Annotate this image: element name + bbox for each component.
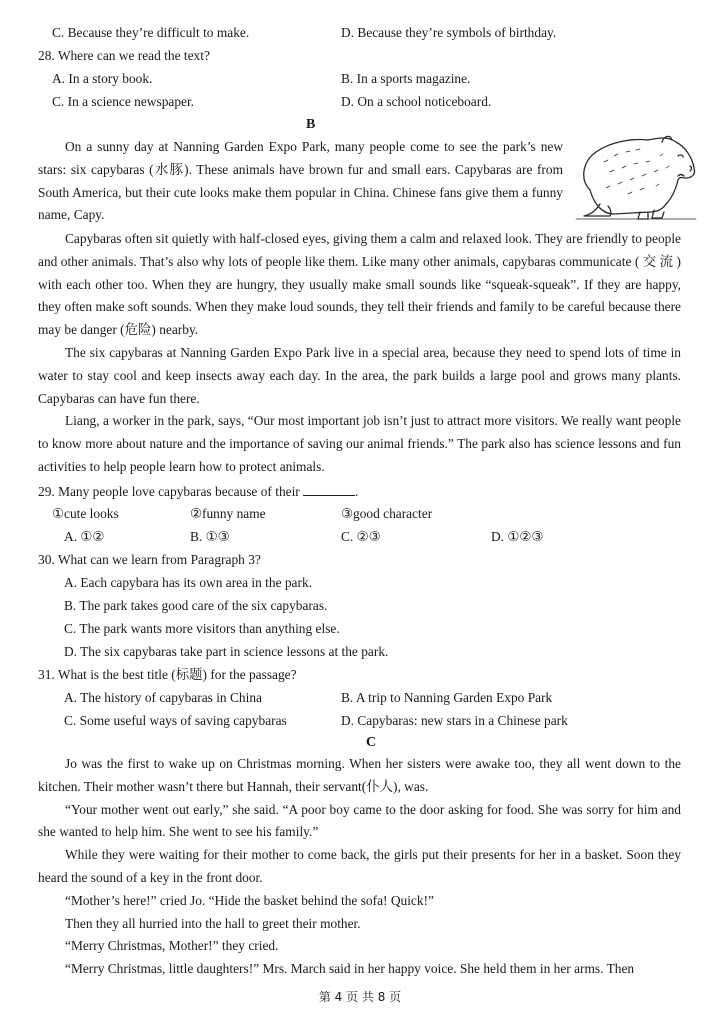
q29-stem-end: . <box>355 484 359 499</box>
q31-stem: 31. What is the best title (标题) for the passage? <box>38 667 297 682</box>
passage-b-p2: Capybaras often sit quietly with half-closed eyes, giving them a calm and relaxed look. They are friendly to people and other animals. That’s also why lots of people like them. Like many other animals, capybaras communicate ( 交 流 ) with each other too. When they are hungry, they usually make small sounds like “squeak-squeak”. If they are happy, they often make soft sounds. When they make loud sounds, they tell their friends and family to be careful because there may be danger (危险) nearby. <box>38 231 681 338</box>
q29-option-b: B. ①③ <box>190 529 230 544</box>
passage-b-p4: Liang, a worker in the park, says, “Our most important job isn’t just to attract more visitors. We really want people to know more about nature and the importance of saving our animal friends.” The park also has science lessons and fun activities to help people learn how to protect animals. <box>38 413 681 474</box>
passage-c-p6: “Merry Christmas, Mother!” they cried. <box>65 938 279 954</box>
q27-option-d: D. Because they’re symbols of birthday. <box>341 25 557 40</box>
passage-b-p1-text: On a sunny day at Nanning Garden Expo Park, many people come to see the park’s new stars: six capybaras (水豚). These animals have brown fur and small ears. Capybaras are from South America, but their cute looks make them popular in China. Chinese fans give them a funny name, Capy. <box>38 139 563 223</box>
q30-option-c: C. The park wants more visitors than anything else. <box>64 621 340 636</box>
q30-option-d: D. The six capybaras take part in science lessons at the park. <box>64 644 389 659</box>
passage-c-p4: “Mother’s here!” cried Jo. “Hide the basket behind the sofa! Quick!” <box>65 892 434 908</box>
passage-c-paragraphs <box>38 753 681 981</box>
page-footer: 第 4 页 共 8 页 <box>318 990 402 1004</box>
q29-choice-2: ②funny name <box>190 506 266 521</box>
passage-c-p3: While they were waiting for their mother to come back, the girls put their presents for her in a basket. Soon they heard the sound of a key in the front door. <box>38 847 681 885</box>
q31-option-b: B. A trip to Nanning Garden Expo Park <box>341 690 553 705</box>
q31-option-a: A. The history of capybaras in China <box>64 690 262 705</box>
q31-option-c: C. Some useful ways of saving capybaras <box>64 713 287 728</box>
passage-b-heading: B <box>306 117 316 132</box>
q29-option-a: A. ①② <box>64 529 105 544</box>
q30-stem: 30. What can we learn from Paragraph 3? <box>38 552 261 567</box>
q29-stem <box>38 483 358 500</box>
q30-option-b: B. The park takes good care of the six capybaras. <box>64 598 328 613</box>
passage-b-paragraphs <box>38 228 681 479</box>
passage-b-paragraph-1 <box>38 136 563 227</box>
q28-option-b: B. In a sports magazine. <box>341 71 471 86</box>
q29-stem-start: 29. Many people love capybaras because of their <box>38 484 300 499</box>
q28-stem: 28. Where can we read the text? <box>38 48 210 63</box>
passage-c-p1: Jo was the first to wake up on Christmas morning. When her sisters were awake too, they all went down to the kitchen. Their mother wasn’t there but Hannah, their servant(仆人), was. <box>38 756 681 794</box>
passage-c-p2: “Your mother went out early,” she said. “A poor boy came to the door asking for food. She was sorry for him and she wanted to help him. She went to see his family.” <box>38 801 681 840</box>
q28-option-d: D. On a school noticeboard. <box>341 94 492 109</box>
passage-b-p3: The six capybaras at Nanning Garden Expo Park live in a special area, because they need to spend lots of time in water to stay cool and keep insects away each day. In the area, the park builds a large pool and grows many plants. Capybaras can have fun there. <box>38 344 681 406</box>
q29-choice-3: ③good character <box>341 506 433 521</box>
passage-c-p5: Then they all hurried into the hall to greet their mother. <box>65 915 361 931</box>
capybara-drawing-icon <box>570 128 702 223</box>
q27-option-c: C. Because they’re difficult to make. <box>52 25 250 40</box>
q29-option-c: C. ②③ <box>341 529 381 544</box>
passage-c-heading: C <box>366 735 377 750</box>
passage-c-p7: “Merry Christmas, little daughters!” Mrs. March said in her happy voice. She held them in her arms. Then <box>65 961 635 977</box>
q28-option-a: A. In a story book. <box>52 71 153 86</box>
q29-choice-1: ①cute looks <box>52 506 119 521</box>
q30-option-a: A. Each capybara has its own area in the park. <box>64 575 312 590</box>
q31-option-d: D. Capybaras: new stars in a Chinese park <box>341 713 568 728</box>
q29-answer-blank <box>303 483 355 496</box>
q28-option-c: C. In a science newspaper. <box>52 94 195 109</box>
q29-option-d: D. ①②③ <box>491 529 544 544</box>
